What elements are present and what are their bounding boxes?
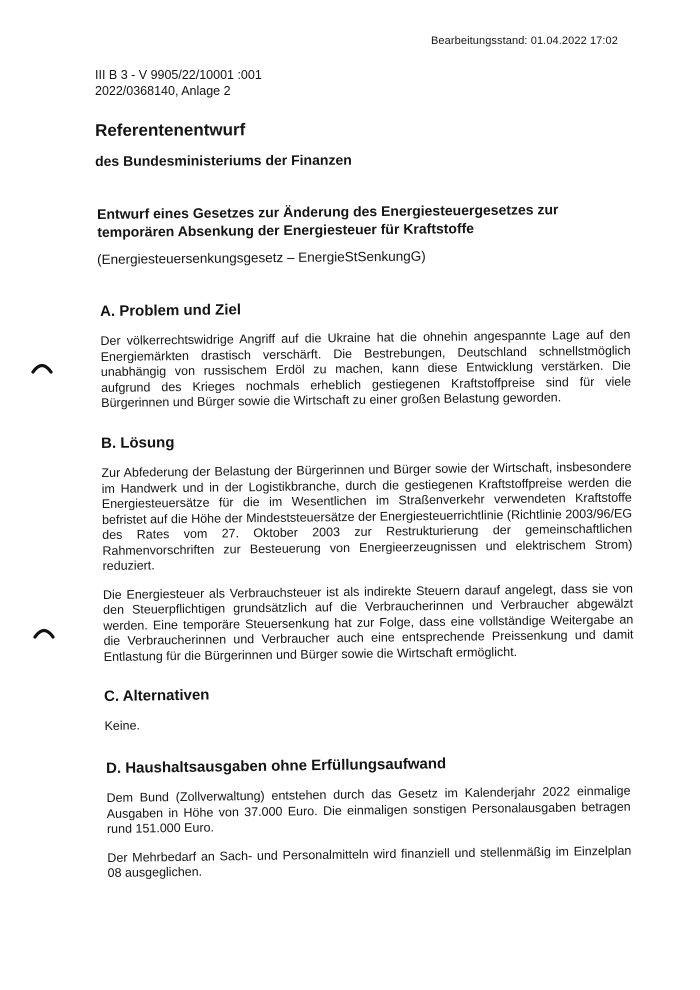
- section-budget-expenditure: [106, 753, 632, 895]
- section-paragraph: Dem Bund (Zollverwaltung) entstehen durch das Gesetz im Kalenderjahr 2022 einmalige Ausgaben in Höhe von 37.000 Euro. Die einmaligen sonstigen Personalausgaben betragen rund 151.000 Euro.: [106, 783, 631, 836]
- section-solution: [101, 429, 634, 678]
- draft-law-title: Entwurf eines Gesetzes zur Änderung des Energiesteuergesetzes zur temporären Absenkung der Energiesteuer für Kraftstoffe: [97, 201, 559, 240]
- section-heading: D. Haushaltsausgaben ohne Erfüllungsaufwand: [106, 755, 447, 777]
- attachment-reference: 2022/0368140, Anlage 2: [95, 84, 231, 98]
- section-paragraph: Die Energiesteuer als Verbrauchsteuer ist als indirekte Steuern darauf angelegt, dass sie von den Steuerpflichtigen grundsätzlich auf die Verbraucherinnen und Verbraucher abgewälzt werden. Eine temporäre Steuersenkung hat zur Folge, dass eine vollständige Weitergabe an die Verbraucherinnen und Verbraucher auch eine entsprechende Preissenkung und damit Entlastung für die Bürgerinnen und Bürger sowie die Wirtschaft ermöglicht.: [102, 581, 634, 664]
- punch-hole-mark-icon: [31, 356, 53, 378]
- reference-block: [95, 67, 262, 99]
- section-paragraph: Der völkerrechtswidrige Angriff auf die Ukraine hat die ohnehin angespannte Lage auf den Energiemärkten drastisch verschärft. Die Bestrebungen, Deutschland schnellstmöglich unabhängig von russischem Erdöl zu machen, kann diese Entwicklung verstärken. Die aufgrund des Krieges nochmals erheblich gestiegenen Kraftstoffpreise sind für viele Bürgerinnen und Bürger sowie die Wirtschaft zu einer großen Belastung geworden.: [100, 327, 632, 410]
- processing-status: Bearbeitungsstand: 01.04.2022 17:02: [431, 35, 618, 47]
- section-heading: C. Alternativen: [104, 686, 210, 705]
- reference-number: III B 3 - V 9905/22/10001 :001: [95, 68, 262, 82]
- law-short-title: (Energiesteuersenkungsgesetz – EnergieStSenkungG): [97, 248, 426, 267]
- section-alternatives: [104, 681, 635, 748]
- document-title: Referentenentwurf: [95, 120, 246, 140]
- document-subtitle: des Bundesministeriums der Finanzen: [95, 151, 352, 169]
- section-paragraph: Keine.: [104, 718, 141, 733]
- section-heading: A. Problem und Ziel: [100, 301, 242, 320]
- section-heading: B. Lösung: [101, 434, 175, 452]
- section-paragraph: Der Mehrbedarf an Sach- und Personalmitteln wird finanziell und stellenmäßig im Einzelplan 08 ausgeglichen.: [107, 843, 632, 880]
- section-problem: [100, 297, 631, 425]
- punch-hole-mark-icon: [33, 621, 55, 643]
- section-paragraph: Zur Abfederung der Belastung der Bürgerinnen und Bürger sowie der Wirtschaft, insbesondere im Handwerk und in der Logistikbranche, durch die gestiegenen Kraftstoffpreise werden die Energiesteuersätze für die im Wesentlichen im Straßenverkehr verwendeten Kraftstoffe befristet auf die Höhe der Mindeststeuersätze der Energiesteuerrichtlinie (Richtlinie 2003/96/EG des Rates vom 27. Oktober 2003 zur Restrukturierung der gemeinschaftlichen Rahmenvorschriften zur Besteuerung von Energieerzeugnissen und elektrischem Strom) reduziert.: [101, 459, 633, 573]
